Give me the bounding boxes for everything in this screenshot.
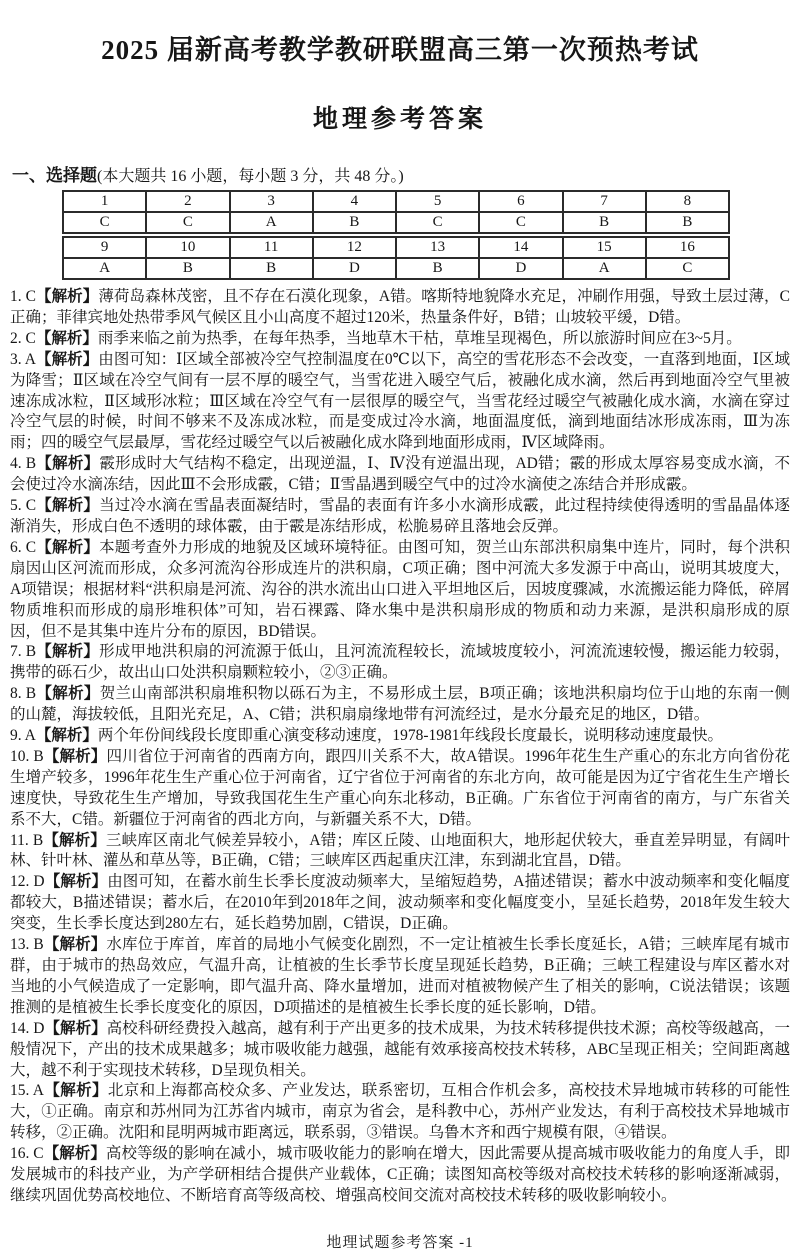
answer-letter-cell: B	[230, 258, 313, 279]
explanation-item	[10, 329, 790, 350]
explanation-item	[10, 1081, 790, 1144]
answer-letter-cell: C	[479, 212, 562, 233]
question-number-cell: 2	[146, 191, 229, 212]
question-number-cell: 13	[396, 237, 479, 258]
explanation-item	[10, 831, 790, 873]
question-number-cell: 5	[396, 191, 479, 212]
answer-letter-cell: A	[563, 258, 646, 279]
answer-table-group-2	[62, 236, 730, 280]
explanation-item	[10, 287, 790, 329]
section-heading-title: 一、选择题	[12, 166, 97, 185]
item-number-and-answer: 2. C	[10, 329, 36, 347]
question-number-cell: 6	[479, 191, 562, 212]
explanation-item	[10, 350, 790, 455]
analysis-label: 【解析】	[36, 538, 100, 556]
explanation-text: 北京和上海都高校众多、产业发达，联系密切，互相合作机会多，高校技术异地城市转移的可能性大，①正确。南京和苏州同为江苏省内城市，南京为省会，是科教中心，苏州产业发达，有利于高校技术异地城市转移，②正确。沈阳和昆明两城市距离远，联系弱，③错误。乌鲁木齐和西宁规模有限，④错误。	[10, 1082, 790, 1142]
analysis-label: 【解析】	[44, 873, 108, 891]
explanation-text: 贺兰山南部洪积扇堆积物以砾石为主，不易形成土层，B项正确；该地洪积扇均位于山地的东南一侧的山麓，海拔较低，且阳光充足，A、C错；洪积扇扇缘地带有河流经过，是水分最充足的地区，D错。	[10, 685, 790, 724]
analysis-label: 【解析】	[43, 936, 107, 954]
question-number-row	[63, 237, 729, 258]
analysis-label: 【解析】	[36, 643, 100, 661]
explanation-text: 本题考查外力形成的地貌及区域环境特征。由图可知，贺兰山东部洪积扇集中连片，同时，每个洪积扇因山区河流而形成，众多河流沟谷形成连片的洪积扇，C项正确；图中河流大多发源于中高山，说明其坡度大，A项错误；根据材料“洪积扇是河流、沟谷的洪水流出山口进入平坦地区后，因坡度骤减，水流搬运能力降低，碎屑物质堆积而形成的扇形堆积体”可知，岩石裸露、降水集中是洪积扇形成的物质和动力来源，是洪积扇形成的原因，但不是其集中连片分布的原因，BD错误。	[10, 538, 790, 640]
analysis-label: 【解析】	[35, 329, 98, 347]
answer-letter-cell: C	[146, 212, 229, 233]
question-number-cell: 12	[313, 237, 396, 258]
explanation-text: 雨季来临之前为热季，在每年热季，当地草木干枯，草堆呈现褐色，所以旅游时间应在3~5月。	[97, 329, 742, 347]
item-number-and-answer: 10. B	[10, 747, 44, 765]
answer-letter-cell: B	[646, 212, 729, 233]
item-number-and-answer: 15. A	[10, 1082, 44, 1100]
question-number-cell: 7	[563, 191, 646, 212]
answer-letter-cell: B	[563, 212, 646, 233]
explanation-item	[10, 684, 790, 726]
question-number-cell: 16	[646, 237, 729, 258]
explanation-text: 四川省位于河南省的西南方向，跟四川关系不大，故A错误。1996年花生生产重心的东北方向省份花生增产较多，1996年花生生产重心位于河南省，辽宁省位于河南省的东北方向，故可能是因为辽宁省花生生产增长速度快，导致花生生产增加，导致我国花生生产重心向东北移动，B正确。广东省位于河南省的南方，与广东省关系不大，C错。新疆位于河南省的西北方向，与新疆关系不大，D错。	[10, 747, 790, 828]
explanation-text: 高校科研经费投入越高，越有利于产出更多的技术成果，为技术转移提供技术源；高校等级越高，一般情况下，产出的技术成果越多；城市吸收能力越强，越能有效承接高校技术转移，ABC呈现正相关；空间距离越大，越不利于实现技术转移，D呈现负相关。	[10, 1019, 790, 1079]
explanation-item	[10, 1019, 790, 1082]
question-number-cell: 4	[313, 191, 396, 212]
explanation-item	[10, 726, 790, 747]
item-number-and-answer: 1. C	[10, 288, 36, 305]
explanations-list	[10, 287, 790, 1207]
explanation-item	[10, 454, 790, 496]
explanation-text: 霰形成时大气结构不稳定，出现逆温，Ⅰ、Ⅳ没有逆温出现，AD错；霰的形成太厚容易变成水滴，不会使过冷水滴冻结，因此Ⅲ不会形成霰，C错；Ⅱ雪晶遇到暖空气中的过冷水滴使之冻结合并形成霰。	[10, 455, 790, 494]
page-title: 2025 届新高考教学教研联盟高三第一次预热考试	[101, 35, 699, 65]
question-number-cell: 11	[230, 237, 313, 258]
explanation-item	[10, 538, 790, 643]
item-number-and-answer: 12. D	[10, 873, 45, 891]
explanation-item	[10, 872, 790, 935]
question-number-row	[63, 191, 729, 212]
item-number-and-answer: 11. B	[10, 831, 44, 849]
explanation-item	[10, 642, 790, 684]
explanation-text: 形成甲地洪积扇的河流源于低山，且河流流程较长，流域坡度较小，河流流速较慢，搬运能力较弱，携带的砾石少，故出山口处洪积扇颗粒较小，②③正确。	[10, 643, 790, 682]
answer-letter-cell: B	[396, 258, 479, 279]
question-number-cell: 9	[63, 237, 146, 258]
explanation-item	[10, 1144, 790, 1207]
item-number-and-answer: 6. C	[10, 538, 37, 556]
question-number-cell: 15	[563, 237, 646, 258]
analysis-label: 【解析】	[35, 350, 99, 368]
answer-letter-row	[63, 258, 729, 279]
item-number-and-answer: 5. C	[10, 497, 37, 515]
answer-letter-cell: B	[313, 212, 396, 233]
explanation-text: 薄荷岛森林茂密，且不存在石漠化现象，A错。喀斯特地貌降水充足，冲刷作用强，导致土层过薄，C正确；菲律宾地处热带季风气候区且小山高度不超过120米，热量条件好，B错；山坡较平缓，D错。	[10, 288, 790, 326]
explanation-text: 当过冷水滴在雪晶表面凝结时，雪晶的表面有许多小水滴形成霰，此过程持续使得透明的雪晶晶体逐渐消失，形成白色不透明的球体霰，由于霰是冻结形成，松脆易碎且落地会反弹。	[10, 497, 790, 535]
analysis-label: 【解析】	[36, 497, 100, 515]
answer-letter-cell: C	[396, 212, 479, 233]
explanation-item	[10, 935, 790, 1019]
item-number-and-answer: 13. B	[10, 936, 44, 954]
answer-letter-row	[63, 212, 729, 233]
answer-letter-cell: C	[63, 212, 146, 233]
item-number-and-answer: 4. B	[10, 455, 37, 473]
analysis-label: 【解析】	[35, 727, 98, 745]
item-number-and-answer: 14. D	[10, 1019, 45, 1037]
analysis-label: 【解析】	[36, 455, 100, 473]
item-number-and-answer: 8. B	[10, 685, 37, 703]
explanation-item	[10, 747, 790, 831]
page-subtitle: 地理参考答案	[312, 105, 487, 133]
answer-letter-cell: D	[479, 258, 562, 279]
question-number-cell: 14	[479, 237, 562, 258]
analysis-label: 【解析】	[43, 831, 106, 849]
explanation-text: 高校等级的影响在减小，城市吸收能力的影响在增大，因此需要从提高城市吸收能力的角度人手，即发展城市的科技产业，为产学研相结合提供产业载体，C正确；读图知高校等级对高校技术转移的影响逐渐减弱，继续巩固优势高校地位、不断培育高等级高校、增强高校间交流对高校技术转移的吸收影响较小。	[10, 1145, 790, 1204]
analysis-label: 【解析】	[44, 1019, 107, 1037]
item-number-and-answer: 3. A	[10, 350, 36, 368]
question-number-cell: 1	[63, 191, 146, 212]
analysis-label: 【解析】	[35, 288, 99, 305]
question-number-cell: 8	[646, 191, 729, 212]
answer-table-group-1	[62, 190, 730, 234]
item-number-and-answer: 9. A	[10, 727, 36, 745]
section-heading	[12, 161, 790, 186]
analysis-label: 【解析】	[43, 747, 107, 765]
analysis-label: 【解析】	[36, 685, 100, 703]
explanation-item	[10, 496, 790, 538]
question-number-cell: 10	[146, 237, 229, 258]
explanation-text: 水库位于库首，库首的局地小气候变化剧烈，不一定让植被生长季长度延长，A错；三峡库尾有城市群，由于城市的热岛效应，气温升高，让植被的生长季节长度呈现延长趋势，B正确；三峡工程建设与库区蓄水对当地的小气候造成了一定影响，即气温升高、降水量增加，进而对植被物候产生了相关的影响，C说法错误；该题推测的是植被生长季长度变化的原因，D项描述的是植被生长季长度的延长影响，D错。	[10, 936, 790, 1016]
answer-table	[62, 190, 730, 280]
explanation-text: 三峡库区南北气候差异较小，A错；库区丘陵、山地面积大，地形起伏较大，垂直差异明显，有阔叶林、针叶林、灌丛和草丛等，B正确，C错；三峡库区西起重庆江津，东到湖北宜昌，D错。	[10, 831, 790, 870]
item-number-and-answer: 16. C	[10, 1145, 44, 1163]
explanation-text: 由图可知，在蓄水前生长季长度波动频率大，呈缩短趋势，A描述错误；蓄水中波动频率和变化幅度都较大，B描述错误；蓄水后，在2010年到2018年之间，波动频率和变化幅度变小，呈延长趋势，2018年发生较大突变，生长季长度达到280左右，延长趋势加剧，C错误，D正确。	[10, 873, 790, 933]
item-number-and-answer: 7. B	[10, 643, 37, 661]
analysis-label: 【解析】	[43, 1145, 106, 1163]
answer-letter-cell: A	[230, 212, 313, 233]
answer-letter-cell: C	[646, 258, 729, 279]
answer-letter-cell: A	[63, 258, 146, 279]
page-footer: 地理试题参考答案 -1	[326, 1234, 474, 1251]
answer-letter-cell: D	[313, 258, 396, 279]
analysis-label: 【解析】	[43, 1082, 108, 1100]
answer-letter-cell: B	[146, 258, 229, 279]
explanation-text: 由图可知：Ⅰ区域全部被冷空气控制温度在0℃以下，高空的雪花形态不会改变，一直落到地面，Ⅰ区域为降雪；Ⅱ区域在冷空气间有一层不厚的暖空气，当雪花进入暖空气后，被融化成水滴，然后再到地面冷空气里被速冻成冰粒，Ⅱ区域形冰粒；Ⅲ区域在冷空气有一层很厚的暖空气，当雪花经过暖空气被融化成水滴，水滴在穿过冷空气层的时候，时间不够来不及冻成冰粒，而是变成过冷水滴，地面温度低，滴到地面结冰形成冻雨，Ⅲ为冻雨；四的暖空气层最厚，雪花经过暖空气以后被融化成水降到地面形成雨，Ⅳ区域降雨。	[10, 350, 790, 452]
section-heading-note: (本大题共 16 小题，每小题 3 分，共 48 分。)	[97, 168, 404, 185]
explanation-text: 两个年份间线段长度即重心演变移动速度，1978-1981年线段长度最长，说明移动速度最快。	[97, 727, 724, 745]
question-number-cell: 3	[230, 191, 313, 212]
